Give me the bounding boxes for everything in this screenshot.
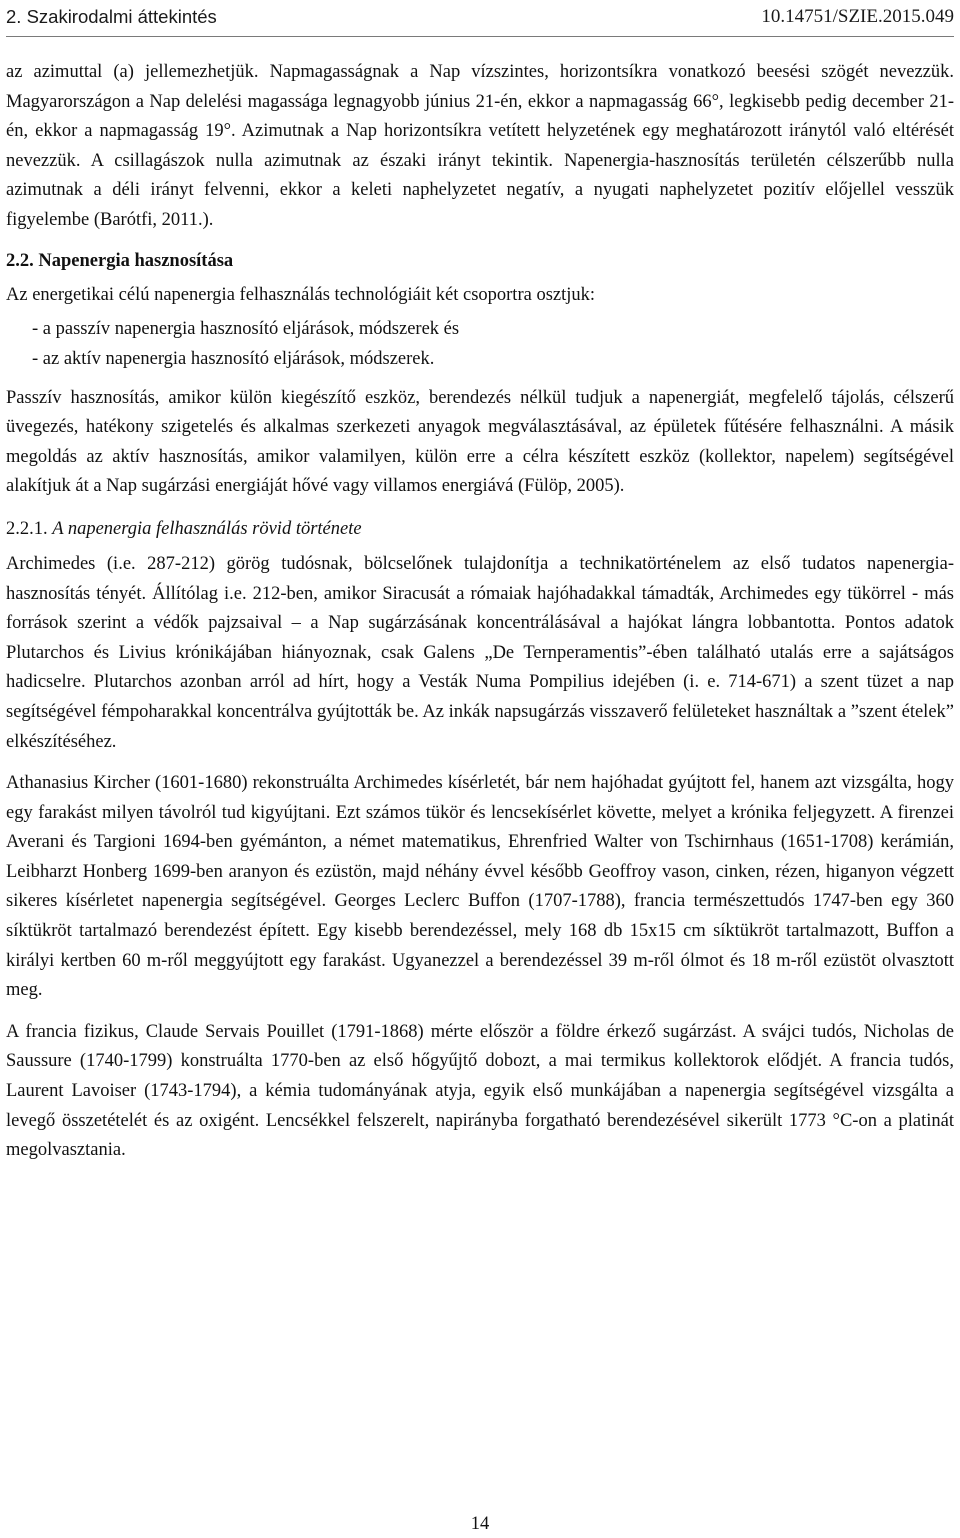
paragraph-intro: Az energetikai célú napenergia felhasználás technológiáit két csoportra osztjuk:	[6, 284, 596, 305]
page-content	[6, 58, 954, 1166]
list-item: - az aktív napenergia hasznosító eljárások, módszerek.	[32, 348, 435, 369]
paragraph-pouillet: A francia fizikus, Claude Servais Pouillet (1791-1868) mérte először a földre érkező sugárzást. A svájci tudós, Nicholas de Saussure (1740-1799) konstruálta 1770-ben az első hőgyűjtő dobozt, a mai termikus kollektorok elődjét. A francia tudós, Laurent Lavoiser (1743-1794), a kémia tudományának atyja, egyik első munkájában a napenergia segítségével vizsgálta a levegő összetételét és az oxigént. Lencsékkel felszerelt, napirányba forgatható berendezésével sikerült 1773 °C-on a platinát megolvasztania.	[6, 1021, 954, 1161]
subsection-title: A napenergia felhasználás rövid története	[52, 518, 362, 539]
subsection-heading-2-2-1	[6, 514, 954, 544]
doi-label: 10.14751/SZIE.2015.049	[761, 6, 954, 27]
paragraph-archimedes: Archimedes (i.e. 287-212) görög tudósnak, bölcselőnek tulajdonítja a technikatörténelem az első tudatos napenergia-hasznosítás tényét. Állítólag i.e. 212-ben, amikor Siracusát a rómaiak hajóhadakkal támadták, Archimedes egy tükörrel - más források szerint a védők pajzsaival – a Nap sugárzásának koncentrálásával a hajókat lángra lobbantotta. Pontos adatok Plutarchos és Livius krónikájában hiányoznak, csak Galens „De Ternperamentis”-ében található utalás erre a sajátságos hadicselre. Plutarchos azonban arról ad hírt, hogy a Vesták Numa Pompilius idejében (i. e. 714-671) a szent tüzet a nap segítségével fémpoharakkal koncentrálva gyújtották be. Az inkák napsugárzás visszaverő felületeket használtak a ”szent ételek” elkészítéséhez.	[6, 553, 954, 752]
method-list	[6, 314, 954, 374]
subsection-number: 2.2.1.	[6, 518, 48, 539]
chapter-title: 2. Szakirodalmi áttekintés	[6, 6, 217, 27]
paragraph-kircher: Athanasius Kircher (1601-1680) rekonstruálta Archimedes kísérletét, bár nem hajóhadat gyújtott fel, hanem azt vizsgálta, hogy egy farakást milyen távolról tud kigyújtani. Ezt számos tükör és lencsekísérlet követte, melyet a krónika feljegyzett. A firenzei Averani és Targioni 1694-ben gyémánton, a német matematikus, Ehrenfried Walter von Tschirnhaus (1651-1708) kerámián, Leibharzt Honberg 1699-ben aranyon és ezüstön, majd néhány évvel később Geoffroy vason, cinken, rézen, higanyon végzett sikeres kísérletet napenergia segítségével. Georges Leclerc Buffon (1707-1788), francia természettudós 1747-ben egy 360 síktükröt tartalmazó berendezést épített. Egy kisebb berendezéssel, mely 168 db 15x15 cm síktükröt tartalmazott, Buffon a királyi kertben 60 m-ről meggyújtott egy farakást. Ugyanezzel a berendezéssel 39 m-ről ólmot és 18 m-ről ezüstöt olvasztott meg.	[6, 773, 954, 1001]
section-heading-2-2: 2.2. Napenergia hasznosítása	[6, 250, 234, 271]
page-header	[6, 0, 954, 37]
list-item: - a passzív napenergia hasznosító eljárások, módszerek és	[32, 318, 460, 339]
paragraph-azimuth: az azimuttal (a) jellemezhetjük. Napmagasságnak a Nap vízszintes, horizontsíkra vonatkozó beesési szögét nevezzük. Magyarországon a Nap delelési magassága legnagyobb június 21-én, ekkor a napmagasság 66°, legkisebb pedig december 21-én, ekkor a napmagasság 19°. Azimutnak a Nap horizontsíkra vetített helyzetének egy meghatározott iránytól való eltérését nevezzük. A csillagászok nulla azimutnak az északi irányt tekintik. Napenergia-hasznosítás területén célszerűbb nulla azimutnak a déli irányt felvenni, ekkor a keleti naphelyzetet negatív, a nyugati naphelyzetet pozitív előjellel vesszük figyelembe (Barótfi, 2011.).	[6, 62, 954, 230]
page-number: 14	[470, 1514, 490, 1534]
paragraph-passive-active: Passzív hasznosítás, amikor külön kiegészítő eszköz, berendezés nélkül tudjuk a napenergiát, megfelelő tájolás, célszerű üvegezés, hatékony szigetelés és alkalmas szerkezeti anyagok megválasztásával, az épületek fűtésére felhasználni. A másik megoldás az aktív hasznosítás, amikor valamilyen, külön erre a célra készített eszköz (kollektor, napelem) segítségével alakítjuk át a Nap sugárzási energiáját hővé vagy villamos energiává (Fülöp, 2005).	[6, 387, 954, 497]
